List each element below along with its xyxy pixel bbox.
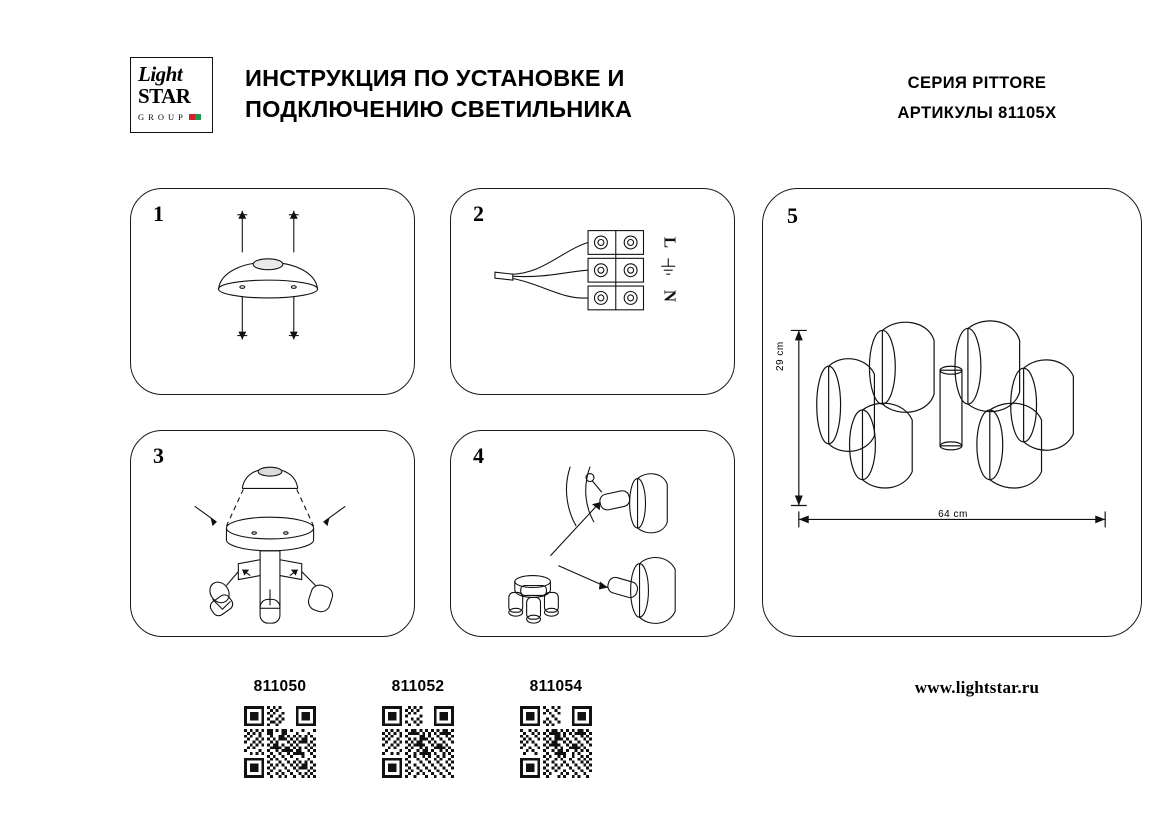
logo-text-light: Light (138, 62, 183, 86)
step-4-illustration (451, 431, 734, 636)
product-code-label: 811052 (391, 678, 445, 695)
product-codes (240, 678, 596, 778)
logo-group-word (138, 112, 206, 122)
step-number: 2 (473, 201, 484, 226)
logo-swatch-green (195, 114, 201, 120)
logo-group-letter: G (138, 112, 146, 122)
terminal-label-L: L (660, 236, 680, 249)
series-info (812, 68, 1142, 128)
height-dimension-label: 29 cm (775, 341, 786, 371)
step-number: 4 (473, 443, 484, 468)
product-code-label: 811050 (253, 678, 307, 695)
step-2-illustration (451, 189, 734, 394)
step-5-illustration (763, 189, 1141, 636)
step-panel-3 (130, 430, 415, 637)
document-header (0, 0, 1169, 165)
step-panel-5 (762, 188, 1142, 637)
step-number: 3 (153, 443, 164, 468)
logo-color-swatches (189, 114, 201, 120)
series-label: СЕРИЯ PITTORE (907, 74, 1047, 92)
qr-code-icon (382, 706, 454, 778)
product-code-item (516, 678, 596, 778)
logo-group-letter: O (157, 112, 165, 122)
logo-group-letter: R (148, 112, 155, 122)
step-1-illustration (131, 189, 414, 394)
logo-text-star: STAR (138, 84, 191, 108)
qr-code-icon (244, 706, 316, 778)
product-code-label: 811054 (529, 678, 583, 695)
logo-group-letter: U (167, 112, 176, 122)
logo-group-letter: P (178, 112, 184, 122)
product-code-item (378, 678, 458, 778)
lightstar-logo (130, 57, 213, 133)
step-number: 1 (153, 201, 164, 226)
page-title: ИНСТРУКЦИЯ ПО УСТАНОВКЕ И ПОДКЛЮЧЕНИЮ СВЕТИЛЬНИКА (245, 65, 633, 122)
qr-code-icon (520, 706, 592, 778)
document-footer (0, 660, 1169, 826)
step-panel-4 (450, 430, 735, 637)
step-panel-1 (130, 188, 415, 395)
width-dimension-label: 64 cm (938, 509, 968, 520)
terminal-label-N: N (660, 289, 680, 303)
product-code-item (240, 678, 320, 778)
website-url: www.lightstar.ru (914, 678, 1040, 697)
article-label: АРТИКУЛЫ 81105X (897, 104, 1057, 122)
step-panel-2 (450, 188, 735, 395)
step-number: 5 (787, 203, 798, 228)
step-3-illustration (131, 431, 414, 636)
